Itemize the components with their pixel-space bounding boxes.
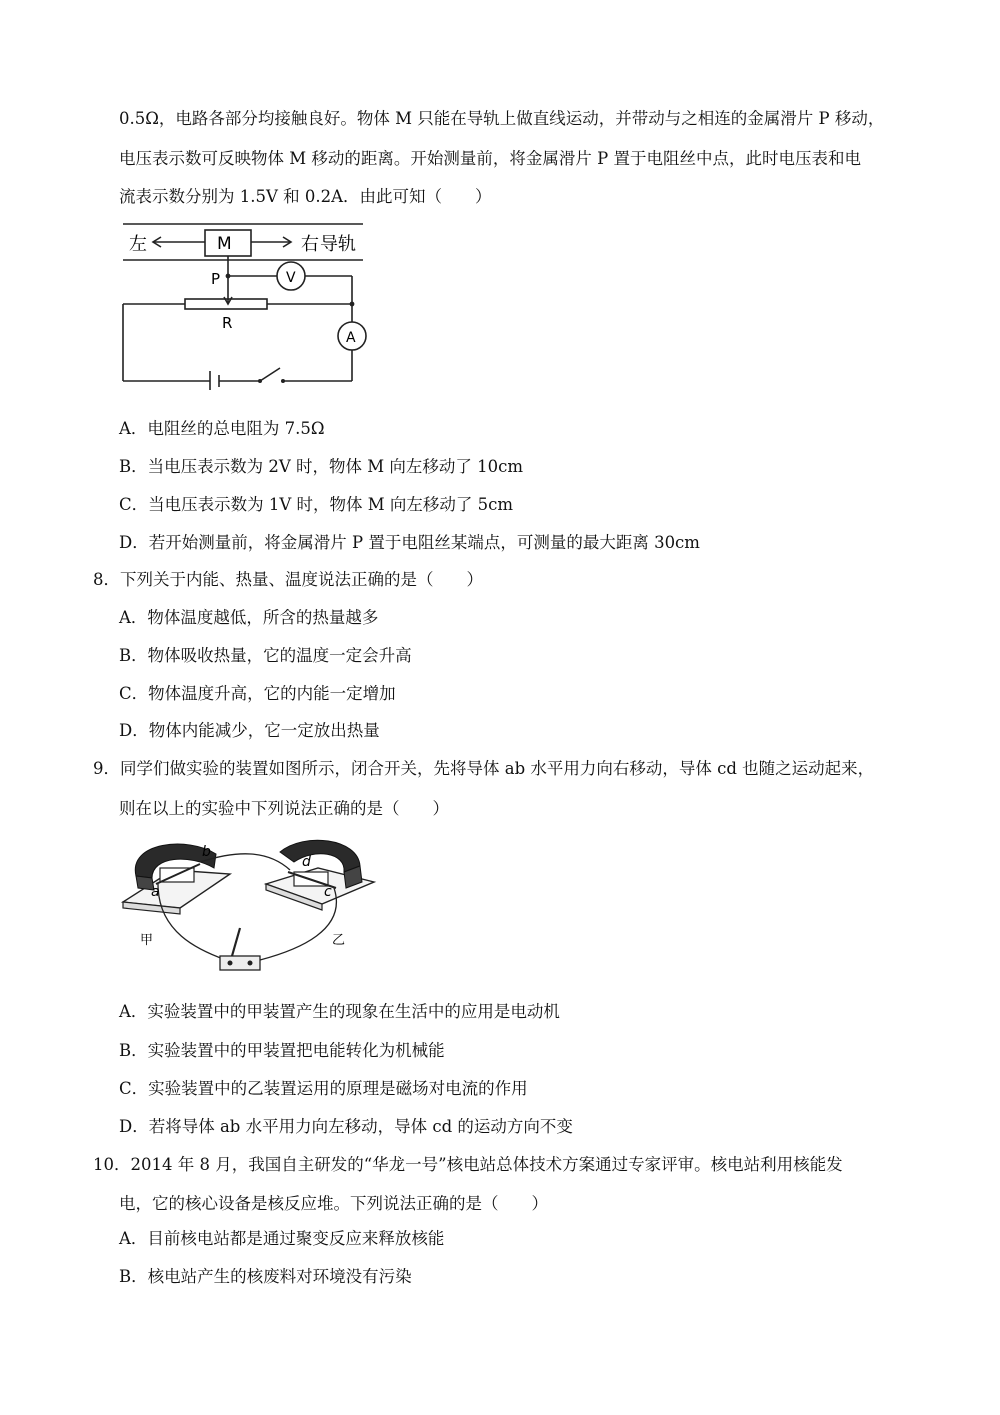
q9-option-a: A．实验装置中的甲装置产生的现象在生活中的应用是电动机 (119, 1002, 560, 1021)
q9-stem-line-1: 9．同学们做实验的装置如图所示，闭合开关，先将导体 ab 水平用力向右移动，导体 cd 也随之运动起来， (93, 759, 875, 778)
q10-stem-line-2: 电，它的核心设备是核反应堆。下列说法正确的是（ ） (119, 1194, 548, 1213)
q9-label-yi: 乙 (332, 933, 346, 948)
q10-stem-line-1: 10．2014 年 8 月，我国自主研发的“华龙一号”核电站总体技术方案通过专家评审。核电站利用核能发 (93, 1155, 843, 1174)
q7-label-m: M (217, 234, 232, 254)
q7-label-rail: 导轨 (320, 234, 356, 255)
q9-label-c: c (324, 884, 332, 900)
q7-stem-line-3: 流表示数分别为 1.5V 和 0.2A．由此可知（ ） (119, 187, 492, 206)
q7-label-a: A (346, 330, 356, 346)
q8-option-d: D．物体内能减少，它一定放出热量 (119, 721, 380, 740)
q10-option-a: A．目前核电站都是通过聚变反应来释放核能 (119, 1229, 445, 1248)
q7-label-right: 右 (301, 234, 319, 255)
q8-stem: 8．下列关于内能、热量、温度说法正确的是（ ） (93, 570, 483, 589)
q9-stem-line-2: 则在以上的实验中下列说法正确的是（ ） (119, 799, 449, 818)
q7-label-v: V (286, 270, 296, 286)
q9-label-d: d (302, 854, 311, 870)
q7-label-r: R (222, 314, 233, 332)
q7-label-p: P (211, 270, 221, 288)
q9-label-b: b (202, 844, 211, 860)
q9-apparatus-diagram (118, 832, 378, 977)
q9-label-jia: 甲 (140, 933, 154, 948)
q7-circuit-diagram (115, 218, 375, 390)
q9-option-d: D．若将导体 ab 水平用力向左移动，导体 cd 的运动方向不变 (119, 1117, 573, 1136)
q9-label-a: a (151, 884, 160, 900)
q8-option-c: C．物体温度升高，它的内能一定增加 (119, 684, 396, 703)
q7-label-left: 左 (129, 234, 147, 255)
q10-option-b: B．核电站产生的核废料对环境没有污染 (119, 1267, 412, 1286)
q7-option-a: A．电阻丝的总电阻为 7.5Ω (119, 419, 325, 438)
q9-option-b: B．实验装置中的甲装置把电能转化为机械能 (119, 1041, 445, 1060)
q8-option-a: A．物体温度越低，所含的热量越多 (119, 608, 379, 627)
q8-option-b: B．物体吸收热量，它的温度一定会升高 (119, 646, 412, 665)
q7-stem-line-1: 0.5Ω，电路各部分均接触良好。物体 M 只能在导轨上做直线运动，并带动与之相连的金属滑片 P 移动， (119, 109, 885, 128)
q7-option-b: B．当电压表示数为 2V 时，物体 M 向左移动了 10cm (119, 457, 524, 476)
q7-stem-line-2: 电压表示数可反映物体 M 移动的距离。开始测量前，将金属滑片 P 置于电阻丝中点，此时电压表和电 (119, 149, 861, 168)
q7-option-d: D．若开始测量前，将金属滑片 P 置于电阻丝某端点，可测量的最大距离 30cm (119, 533, 700, 552)
q7-option-c: C．当电压表示数为 1V 时，物体 M 向左移动了 5cm (119, 495, 514, 514)
q9-option-c: C．实验装置中的乙装置运用的原理是磁场对电流的作用 (119, 1079, 528, 1098)
